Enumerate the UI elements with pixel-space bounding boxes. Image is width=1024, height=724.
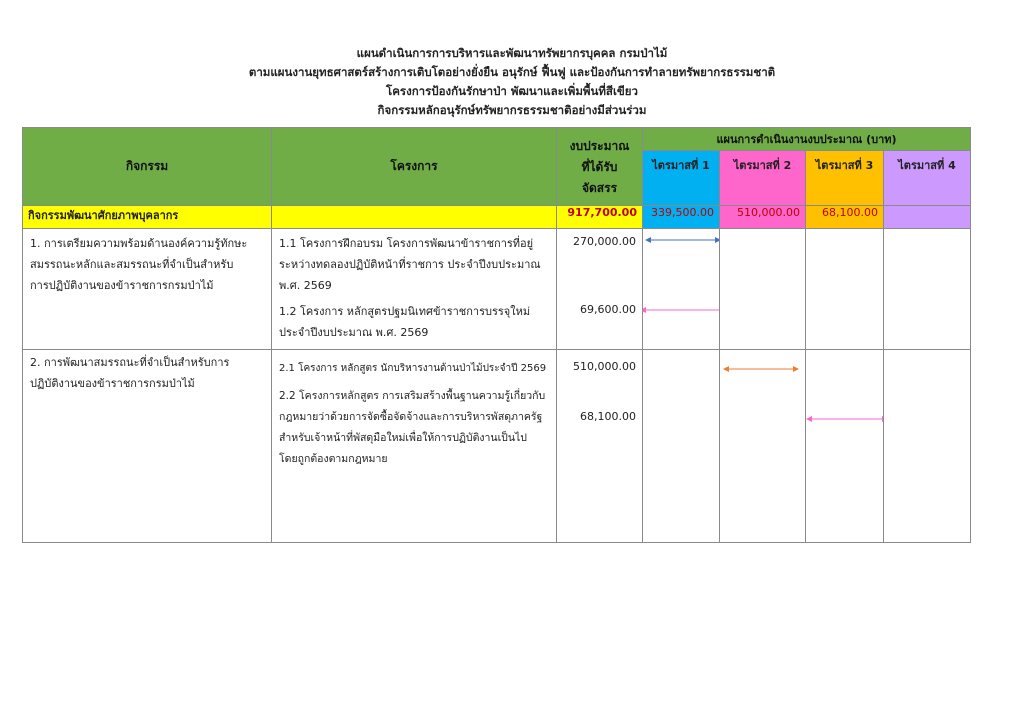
arrow-q1-project-1-1	[645, 235, 720, 245]
project-line: 1.2 โครงการ หลักสูตรปฐมนิเทศข้าราชการบรรจุใหม่	[279, 305, 531, 318]
activity-line: สมรรถนะหลักและสมรรถนะที่จำเป็นสำหรับ	[30, 258, 234, 271]
header-budget-line: จัดสรร	[581, 181, 618, 195]
title-line-2: ตามแผนงานยุทธศาสตร์สร้างการเติบโตอย่างยั่งยืน อนุรักษ์ ฟื้นฟู และป้องกันการทำลายทรัพยากรธรรมชาติ	[248, 65, 776, 79]
budget-plan-table	[22, 127, 971, 543]
header-project: โครงการ	[272, 128, 557, 206]
arrow-q1-project-1-2	[643, 305, 720, 315]
q3-cell	[806, 229, 884, 350]
summary-label: กิจกรรมพัฒนาศักยภาพบุคลากร	[23, 206, 272, 229]
summary-row	[23, 206, 971, 229]
activity-cell	[23, 229, 272, 350]
project-cell	[272, 229, 557, 350]
project-1-1	[279, 233, 541, 296]
title-line-1: แผนดำเนินการการบริหารและพัฒนาทรัพยากรบุคคล กรมป่าไม้	[356, 46, 668, 60]
summary-q2: 510,000.00	[720, 206, 806, 229]
q4-cell	[884, 350, 971, 543]
q2-cell	[720, 229, 806, 350]
header-budget-line: งบประมาณ	[569, 139, 630, 153]
header-budget	[557, 128, 643, 206]
header-quarter-1: ไตรมาสที่ 1	[643, 151, 720, 206]
header-quarter-2: ไตรมาสที่ 2	[720, 151, 806, 206]
project-2-1	[279, 358, 546, 379]
q1-cell	[643, 350, 720, 543]
activity-line: การปฏิบัติงานของข้าราชการกรมป่าไม้	[30, 279, 214, 292]
project-line: 2.1 โครงการ หลักสูตร นักบริหารงานด้านป่าไม้ประจำปี 2569	[279, 363, 547, 374]
q1-cell	[643, 229, 720, 350]
summary-q3: 68,100.00	[806, 206, 884, 229]
q3-cell	[806, 350, 884, 543]
project-line: กฎหมายว่าด้วยการจัดซื้อจัดจ้างและการบริหารพัสดุภาครัฐ	[279, 411, 543, 423]
project-cell	[272, 350, 557, 543]
project-line: ระหว่างทดลองปฏิบัติหน้าที่ราชการ ประจำปีงบประมาณ	[279, 258, 541, 271]
project-2-2	[279, 386, 545, 470]
amount-cell	[557, 229, 643, 350]
activity-line: 1. การเตรียมความพร้อมด้านองค์ความรู้ทักษะ	[30, 237, 248, 250]
q4-cell	[884, 229, 971, 350]
q2-cell	[720, 350, 806, 543]
header-budget-line: ที่ได้รับ	[581, 160, 618, 174]
header-activity: กิจกรรม	[23, 128, 272, 206]
project-line: สำหรับเจ้าหน้าที่พัสดุมือใหม่เพื่อให้การปฏิบัติงานเป็นไป	[279, 432, 527, 444]
document-titles	[0, 44, 1024, 120]
activity-line: 2. การพัฒนาสมรรถนะที่จำเป็นสำหรับการ	[30, 356, 230, 369]
project-1-2	[279, 301, 530, 343]
table-row	[23, 350, 971, 543]
amount-value: 510,000.00	[573, 360, 636, 373]
project-line: พ.ศ. 2569	[279, 279, 332, 292]
activity-line: ปฏิบัติงานของข้าราชการกรมป่าไม้	[30, 377, 195, 390]
amount-value: 270,000.00	[573, 235, 636, 248]
amount-cell	[557, 350, 643, 543]
project-line: โดยถูกต้องตามกฎหมาย	[279, 453, 388, 465]
project-line: 1.1 โครงการฝึกอบรม โครงการพัฒนาข้าราชการที่อยู่	[279, 237, 534, 250]
amount-value: 68,100.00	[580, 410, 636, 423]
summary-total: 917,700.00	[557, 206, 643, 229]
title-line-3: โครงการป้องกันรักษาป่า พัฒนาและเพิ่มพื้นที่สีเขียว	[386, 84, 638, 98]
summary-empty	[272, 206, 557, 229]
summary-q1: 339,500.00	[643, 206, 720, 229]
header-quarter-4: ไตรมาสที่ 4	[884, 151, 971, 206]
project-line: ประจำปีงบประมาณ พ.ศ. 2569	[279, 326, 429, 339]
arrow-q2-project-2-1	[723, 364, 799, 374]
summary-q4	[884, 206, 971, 229]
table-row	[23, 229, 971, 350]
title-line-4: กิจกรรมหลักอนุรักษ์ทรัพยากรธรรมชาติอย่างมีส่วนร่วม	[377, 103, 647, 117]
arrow-q3-project-2-2	[806, 414, 884, 424]
header-plan: แผนการดำเนินงานงบประมาณ (บาท)	[643, 128, 971, 151]
activity-text	[30, 352, 229, 394]
amount-value: 69,600.00	[580, 303, 636, 316]
header-quarter-3: ไตรมาสที่ 3	[806, 151, 884, 206]
activity-text	[30, 233, 247, 296]
activity-cell	[23, 350, 272, 543]
project-line: 2.2 โครงการหลักสูตร การเสริมสร้างพื้นฐานความรู้เกี่ยวกับ	[279, 390, 546, 402]
